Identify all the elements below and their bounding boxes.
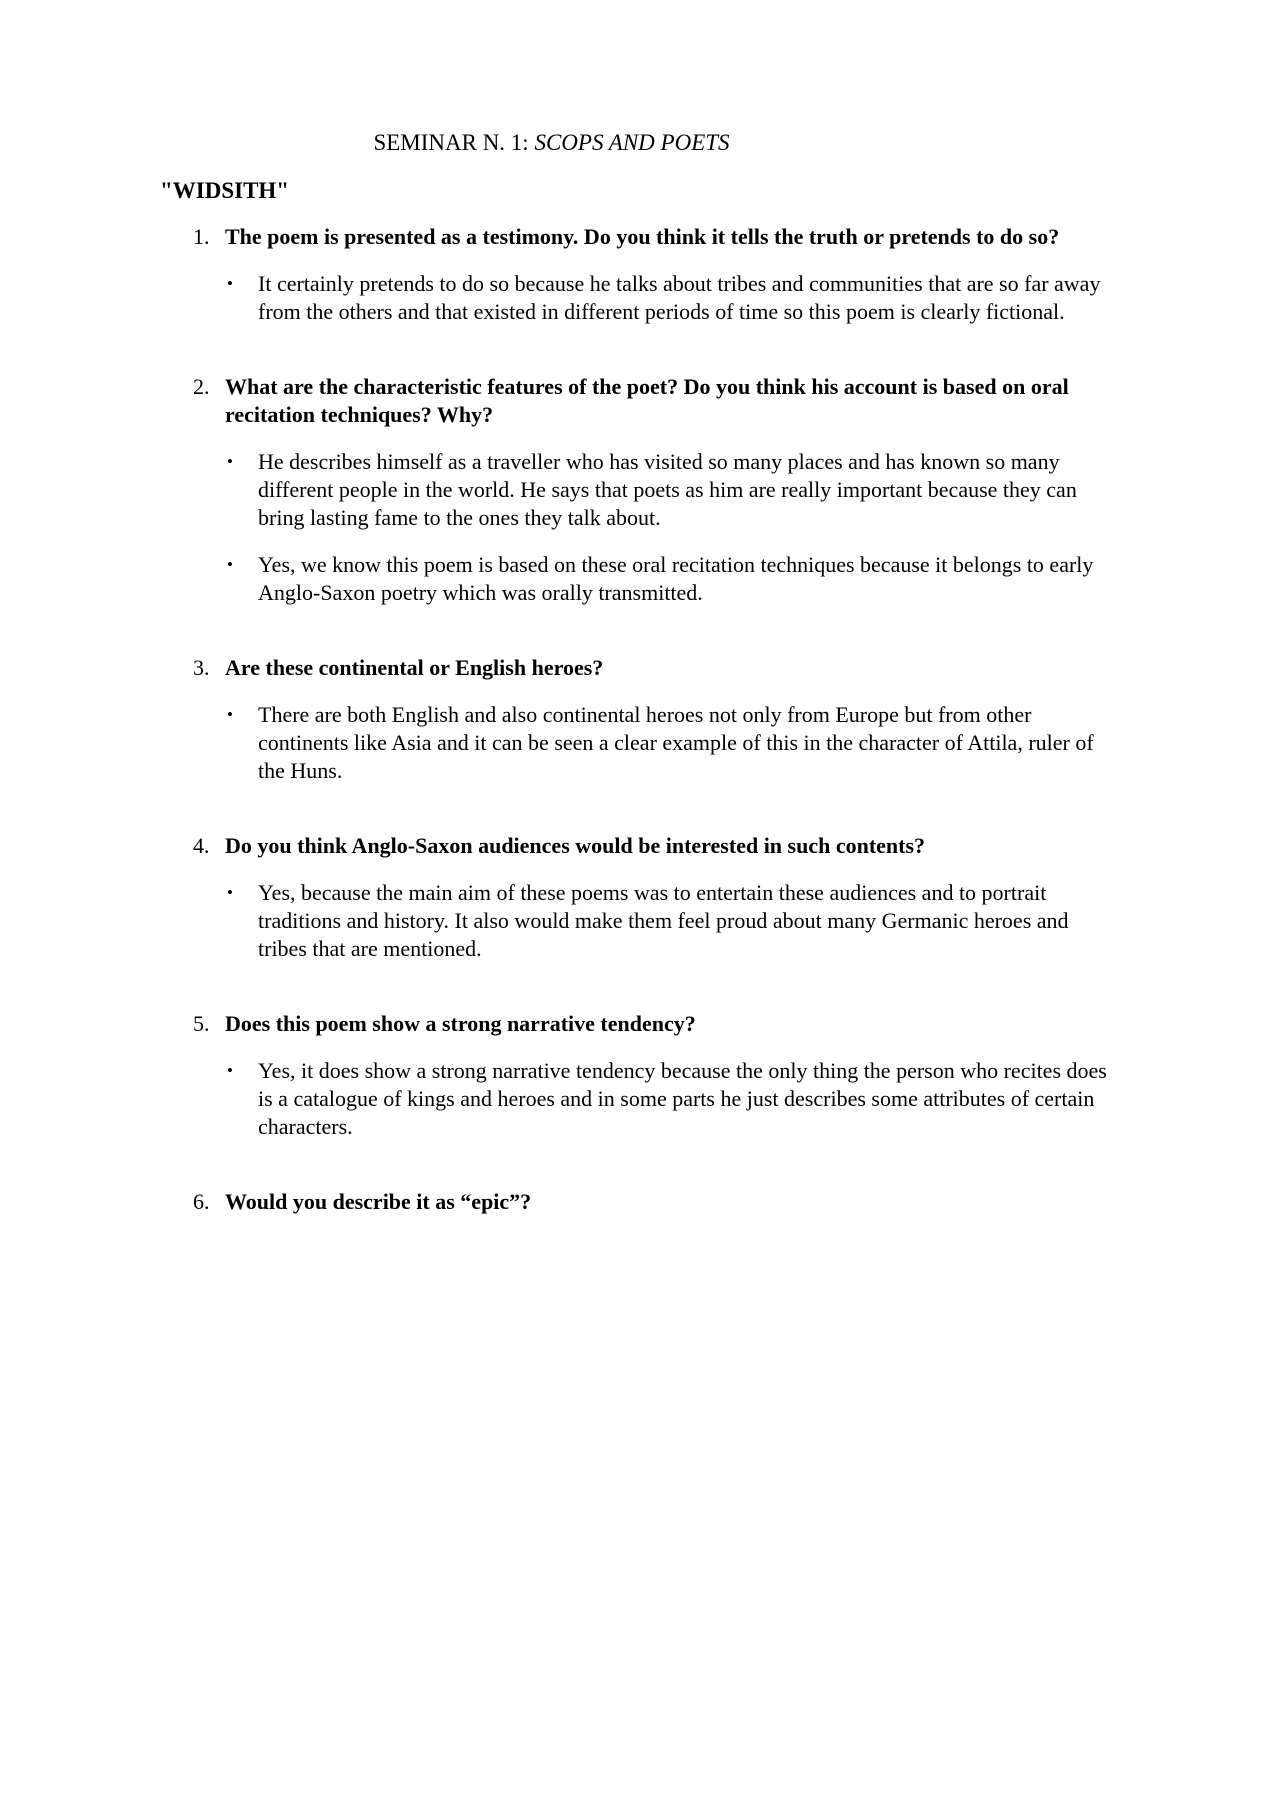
question-block-3: [160, 654, 1115, 785]
question-block-5: [160, 1010, 1115, 1141]
question-number: 2.: [193, 374, 210, 399]
question-text: Do you think Anglo-Saxon audiences would be interested in such contents?: [225, 833, 926, 858]
answer-row: [227, 551, 1115, 607]
bullet-marker: •: [227, 452, 233, 471]
question-text: What are the characteristic features of the poet? Do you think his account is based on oral recitation techniques? Why?: [225, 374, 1069, 427]
answer-text: There are both English and also continental heroes not only from Europe but from other continents like Asia and it can be seen a clear example of this in the character of Attila, ruler of the Huns.: [258, 702, 1094, 783]
question-number: 3.: [193, 655, 210, 680]
question-row: [193, 373, 1115, 429]
question-row: [193, 223, 1115, 251]
question-block-1: [160, 223, 1115, 326]
title-prefix: SEMINAR N. 1:: [373, 130, 535, 155]
answer-text: Yes, because the main aim of these poems was to entertain these audiences and to portrait traditions and history. It also would make them feel proud about many Germanic heroes and tribes that are mentioned.: [258, 880, 1069, 961]
answer-row: [227, 701, 1115, 785]
question-row: [193, 832, 1115, 860]
question-number: 6.: [193, 1189, 210, 1214]
bullet-marker: •: [227, 1061, 233, 1080]
question-text: The poem is presented as a testimony. Do you think it tells the truth or pretends to do so?: [225, 224, 1060, 249]
question-row: [193, 1010, 1115, 1038]
answer-row: [227, 270, 1115, 326]
document-title: [160, 128, 1115, 158]
section-heading: "WIDSITH": [160, 178, 290, 203]
question-text: Would you describe it as “epic”?: [225, 1189, 532, 1214]
question-number: 1.: [193, 224, 210, 249]
question-text: Are these continental or English heroes?: [225, 655, 604, 680]
question-number: 4.: [193, 833, 210, 858]
bullet-marker: •: [227, 883, 233, 902]
question-row: [193, 1188, 1115, 1216]
answer-text: Yes, it does show a strong narrative tendency because the only thing the person who recites does is a catalogue of kings and heroes and in some parts he just describes some attributes of certain characters.: [258, 1058, 1107, 1139]
answer-row: [227, 1057, 1115, 1141]
question-block-2: [160, 373, 1115, 607]
answer-text: It certainly pretends to do so because he talks about tribes and communities that are so far away from the others and that existed in different periods of time so this poem is clearly fictional.: [258, 271, 1101, 324]
title-italic: SCOPS AND POETS: [534, 130, 730, 155]
answer-row: [227, 448, 1115, 532]
question-block-6: [160, 1188, 1115, 1216]
answer-row: [227, 879, 1115, 963]
bullet-marker: •: [227, 274, 233, 293]
bullet-marker: •: [227, 555, 233, 574]
question-text: Does this poem show a strong narrative tendency?: [225, 1011, 696, 1036]
question-number: 5.: [193, 1011, 210, 1036]
question-row: [193, 654, 1115, 682]
answer-text: Yes, we know this poem is based on these oral recitation techniques because it belongs to early Anglo-Saxon poetry which was orally transmitted.: [258, 552, 1094, 605]
bullet-marker: •: [227, 705, 233, 724]
question-block-4: [160, 832, 1115, 963]
answer-text: He describes himself as a traveller who has visited so many places and has known so many different people in the world. He says that poets as him are really important because they can bring lasting fame to the ones they talk about.: [258, 449, 1077, 530]
